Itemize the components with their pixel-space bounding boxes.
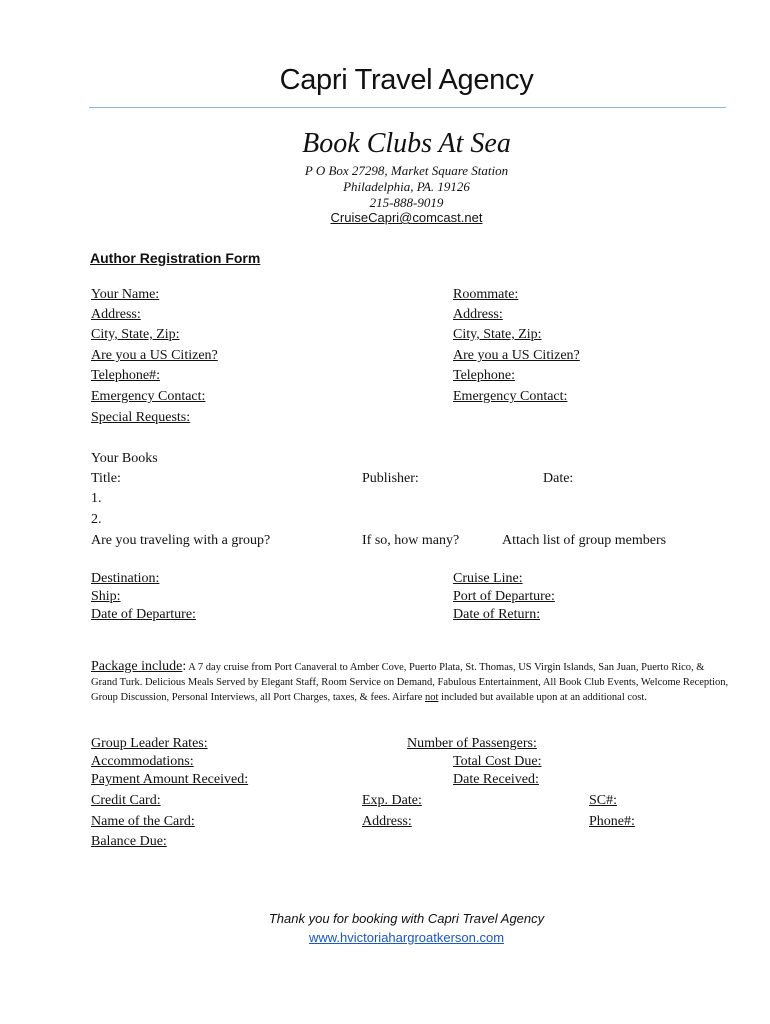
phone-label: Phone#: (589, 814, 635, 829)
roommate-us-citizen-label: Are you a US Citizen? (453, 348, 580, 363)
name-on-card-label: Name of the Card: (91, 814, 195, 829)
thank-you-note: Thank you for booking with Capri Travel Agency (268, 911, 545, 926)
package-text-end: included but available upon at an additional cost. (438, 692, 647, 703)
balance-due-label: Balance Due: (91, 834, 167, 849)
your-books-heading: Your Books (91, 451, 158, 466)
address-label: Address: (91, 307, 141, 322)
address-line-1: P O Box 27298, Market Square Station (304, 163, 509, 178)
number-of-passengers-label: Number of Passengers: (407, 736, 537, 751)
cruise-line-label: Cruise Line: (453, 571, 523, 586)
package-colon: : (182, 659, 187, 674)
event-title: Book Clubs At Sea (302, 128, 511, 159)
sc-label: SC#: (589, 793, 618, 808)
email-link[interactable]: CruiseCapri@comcast.net (330, 210, 483, 225)
total-cost-due-label: Total Cost Due: (453, 754, 542, 769)
roommate-label: Roommate: (453, 287, 519, 302)
group-attach-note: Attach list of group members (502, 533, 667, 548)
book-item-1: 1. (91, 491, 102, 506)
package-text: A 7 day cruise from Port Canaveral to Amber Cove, Puerto Plata, St. Thomas, US Virgin Islands, San Juan, Puerto Rico, & Grand Turk. Delicious Meals Served by Elegant Staff, Room Service on Demand, Fabulous Entertainment, All Book Club Events, Welcome Reception, Group Discussion, Personal Interviews, all Port Charges, taxes, & fees. Airfare (91, 662, 729, 703)
address-line-2: Philadelphia, PA. 19126 (343, 179, 470, 194)
destination-label: Destination: (91, 571, 160, 586)
card-address-label: Address: (362, 814, 412, 829)
exp-date-label: Exp. Date: (362, 793, 422, 808)
roommate-city-state-zip-label: City, State, Zip: (453, 327, 542, 342)
special-requests-label: Special Requests: (91, 410, 191, 425)
ship-label: Ship: (91, 589, 121, 604)
agency-title: Capri Travel Agency (279, 64, 534, 96)
date-label: Date: (543, 471, 574, 486)
port-of-departure-label: Port of Departure: (453, 589, 555, 604)
publisher-label: Publisher: (362, 471, 419, 486)
date-received-label: Date Received: (453, 772, 539, 787)
header-divider (89, 107, 726, 108)
city-state-zip-label: City, State, Zip: (91, 327, 180, 342)
roommate-address-label: Address: (453, 307, 503, 322)
group-question: Are you traveling with a group? (91, 533, 271, 548)
date-of-return-label: Date of Return: (453, 607, 541, 622)
roommate-telephone-label: Telephone: (453, 368, 515, 383)
roommate-emergency-contact-label: Emergency Contact: (453, 389, 568, 404)
group-how-many: If so, how many? (362, 533, 460, 548)
package-label: Package include (91, 659, 183, 674)
form-title: Author Registration Form (90, 250, 261, 266)
package-description (91, 659, 731, 705)
phone-number: 215-888-9019 (369, 195, 444, 210)
book-item-2: 2. (91, 512, 102, 527)
website-link[interactable]: www.hvictoriahargroatkerson.com (308, 930, 505, 945)
your-name-label: Your Name: (91, 287, 160, 302)
group-leader-rates-label: Group Leader Rates: (91, 736, 208, 751)
credit-card-label: Credit Card: (91, 793, 161, 808)
accommodations-label: Accommodations: (91, 754, 194, 769)
payment-received-label: Payment Amount Received: (91, 772, 249, 787)
package-not-emphasis: not (425, 692, 439, 703)
date-of-departure-label: Date of Departure: (91, 607, 196, 622)
book-title-label: Title: (91, 471, 121, 486)
emergency-contact-label: Emergency Contact: (91, 389, 206, 404)
telephone-label: Telephone#: (91, 368, 160, 383)
us-citizen-label: Are you a US Citizen? (91, 348, 218, 363)
